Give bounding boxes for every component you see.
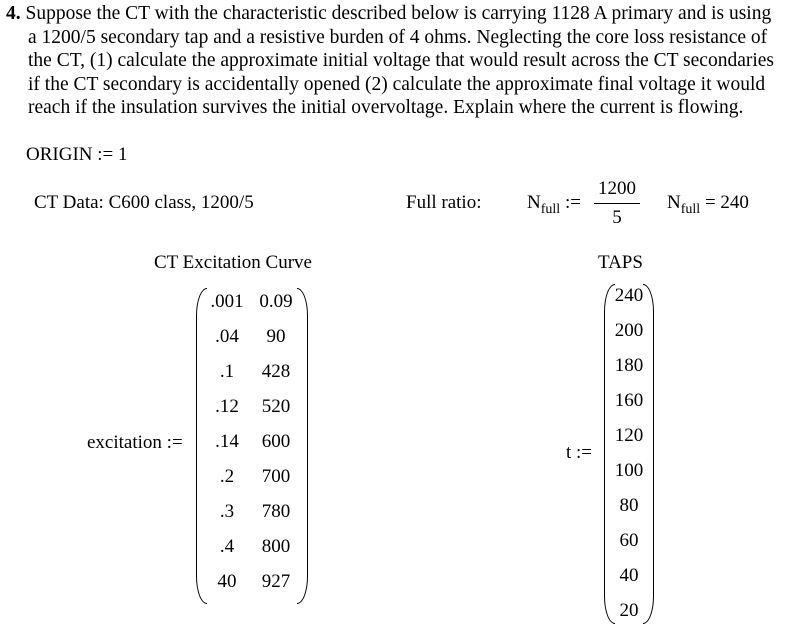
excitation-voltage-cell: 700 [261, 466, 291, 487]
excitation-current-cell: .12 [215, 396, 239, 417]
excitation-voltage-cell: 780 [261, 501, 291, 522]
problem-statement [6, 2, 781, 120]
problem-number: 4. [6, 3, 21, 24]
nfull-definition-lhs: $N_{full}$ := [527, 192, 581, 217]
nfull-fraction [594, 178, 640, 229]
tap-value-cell: 80 [619, 495, 639, 516]
tap-value-cell: 240 [614, 285, 644, 306]
tap-value-cell: 160 [614, 390, 644, 411]
excitation-voltage-cell: 520 [261, 396, 291, 417]
tap-value-cell: 100 [614, 460, 644, 481]
excitation-current-cell: .2 [219, 466, 235, 487]
full-ratio-label: Full ratio: [406, 192, 482, 213]
excitation-voltage-cell: 800 [261, 536, 291, 557]
taps-title: TAPS [598, 252, 643, 273]
taps-label: t := [566, 442, 593, 463]
tap-value-cell: 60 [619, 530, 639, 551]
excitation-label: excitation := [87, 432, 183, 453]
problem-line-2: a 1200/5 secondary tap and a resistive burden of 4 ohms. Neglecting the core loss resistance of [28, 26, 768, 48]
excitation-voltage-cell: 428 [261, 361, 291, 382]
problem-line-1: 4. Suppose the CT with the characteristic described below is carrying 1128 A primary and is using [6, 3, 772, 24]
excitation-voltage-cell: 600 [261, 431, 291, 452]
tap-value-cell: 180 [614, 355, 644, 376]
excitation-matrix [196, 288, 308, 604]
excitation-voltage-cell: 90 [266, 326, 286, 347]
excitation-curve-title: CT Excitation Curve [154, 252, 312, 273]
excitation-current-cell: .4 [219, 536, 235, 557]
excitation-current-cell: .04 [215, 326, 239, 347]
problem-line-4: if the CT secondary is accidentally opened (2) calculate the approximate final voltage it would [28, 73, 766, 95]
nfull-result: $N_{full} = 240$ [667, 192, 749, 217]
fraction-numerator: 1200 [598, 178, 636, 199]
excitation-current-cell: 40 [217, 571, 237, 592]
excitation-voltage-cell: 927 [261, 571, 291, 592]
ct-data-text: CT Data: C600 class, 1200/5 [34, 192, 254, 213]
excitation-voltage-cell: 0.09 [259, 291, 293, 312]
fraction-bar [594, 203, 640, 204]
origin-definition: ORIGIN := 1 [26, 144, 128, 165]
tap-value-cell: 200 [614, 320, 644, 341]
tap-value-cell: 40 [619, 565, 639, 586]
right-paren [297, 288, 308, 604]
taps-vector [604, 284, 654, 624]
tap-value-cell: 20 [619, 600, 639, 621]
fraction-denominator: 5 [612, 207, 622, 228]
tap-value-cell: 120 [614, 425, 644, 446]
problem-line-5: reach if the insulation survives the initial overvoltage. Explain where the current is flowing. [28, 97, 744, 118]
excitation-current-cell: .001 [210, 291, 244, 312]
excitation-current-cell: .1 [219, 361, 235, 382]
excitation-current-cell: .3 [219, 501, 235, 522]
problem-line-3: the CT, (1) calculate the approximate initial voltage that would result across the CT secondaries [28, 50, 774, 71]
excitation-current-cell: .14 [215, 431, 239, 452]
